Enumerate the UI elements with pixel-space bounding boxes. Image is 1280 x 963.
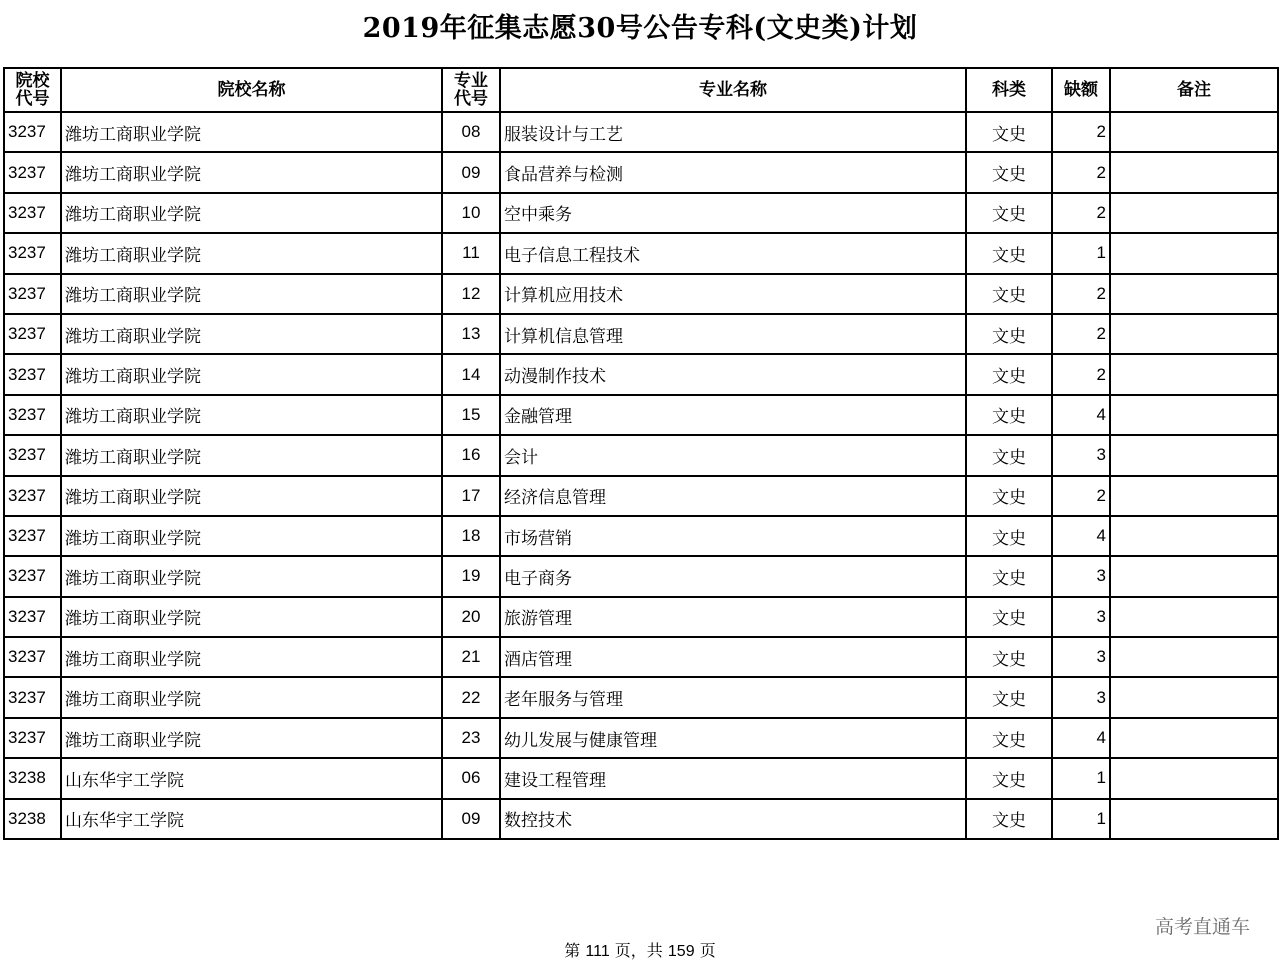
cell-school-code: 3237 [4,718,61,758]
cell-major-code: 09 [442,152,500,192]
cell-quota: 3 [1052,435,1110,475]
footer-middle: 页，共 [609,941,668,960]
cell-school-name: 潍坊工商职业学院 [61,233,442,273]
cell-category: 文史 [966,637,1052,677]
cell-school-name: 潍坊工商职业学院 [61,152,442,192]
cell-school-code: 3237 [4,274,61,314]
cell-quota: 3 [1052,677,1110,717]
plan-table [3,67,1279,840]
page-title: 2019年征集志愿30号公告专科(文史类)计划 [362,13,918,44]
cell-category: 文史 [966,758,1052,798]
header-category: 科类 [966,68,1052,112]
cell-note [1110,597,1278,637]
cell-quota: 2 [1052,354,1110,394]
cell-note [1110,556,1278,596]
cell-school-name: 潍坊工商职业学院 [61,516,442,556]
header-note: 备注 [1110,68,1278,112]
cell-school-name: 潍坊工商职业学院 [61,314,442,354]
cell-major-code: 11 [442,233,500,273]
cell-major-name: 电子信息工程技术 [500,233,966,273]
cell-school-code: 3237 [4,435,61,475]
cell-category: 文史 [966,314,1052,354]
cell-note [1110,233,1278,273]
cell-quota: 3 [1052,556,1110,596]
cell-school-code: 3237 [4,314,61,354]
cell-school-code: 3237 [4,395,61,435]
cell-note [1110,314,1278,354]
cell-quota: 4 [1052,718,1110,758]
table-row [4,354,1278,394]
cell-major-code: 20 [442,597,500,637]
cell-major-name: 动漫制作技术 [500,354,966,394]
cell-quota: 1 [1052,233,1110,273]
cell-school-name: 潍坊工商职业学院 [61,718,442,758]
cell-major-name: 市场营销 [500,516,966,556]
cell-major-code: 14 [442,354,500,394]
cell-school-name: 潍坊工商职业学院 [61,112,442,152]
header-school-code-label: 院校代号 [15,71,50,109]
cell-note [1110,758,1278,798]
table-row [4,799,1278,839]
cell-note [1110,718,1278,758]
cell-major-code: 10 [442,193,500,233]
cell-category: 文史 [966,112,1052,152]
cell-major-code: 06 [442,758,500,798]
cell-school-code: 3237 [4,597,61,637]
cell-major-code: 23 [442,718,500,758]
cell-school-code: 3238 [4,758,61,798]
cell-major-name: 建设工程管理 [500,758,966,798]
cell-major-name: 空中乘务 [500,193,966,233]
cell-major-name: 旅游管理 [500,597,966,637]
cell-quota: 4 [1052,395,1110,435]
cell-category: 文史 [966,274,1052,314]
cell-school-code: 3237 [4,354,61,394]
cell-quota: 2 [1052,152,1110,192]
cell-school-name: 潍坊工商职业学院 [61,274,442,314]
cell-category: 文史 [966,193,1052,233]
page-footer [0,938,1280,961]
header-school-name: 院校名称 [61,68,442,112]
cell-major-code: 15 [442,395,500,435]
table-row [4,314,1278,354]
cell-school-code: 3237 [4,476,61,516]
cell-note [1110,274,1278,314]
cell-note [1110,354,1278,394]
header-major-code-label: 专业代号 [454,71,488,109]
cell-note [1110,435,1278,475]
cell-school-code: 3237 [4,637,61,677]
cell-note [1110,677,1278,717]
table-header-row [4,68,1278,112]
cell-category: 文史 [966,152,1052,192]
header-quota: 缺额 [1052,68,1110,112]
cell-school-name: 潍坊工商职业学院 [61,193,442,233]
cell-major-name: 计算机信息管理 [500,314,966,354]
cell-school-name: 潍坊工商职业学院 [61,597,442,637]
cell-note [1110,193,1278,233]
cell-major-name: 酒店管理 [500,637,966,677]
table-row [4,556,1278,596]
footer-page-number: 111 [585,943,610,960]
cell-quota: 2 [1052,476,1110,516]
cell-school-code: 3237 [4,677,61,717]
cell-major-name: 服装设计与工艺 [500,112,966,152]
cell-school-code: 3237 [4,556,61,596]
footer-total-pages: 159 [667,943,695,960]
cell-category: 文史 [966,556,1052,596]
cell-note [1110,476,1278,516]
cell-school-name: 潍坊工商职业学院 [61,354,442,394]
cell-quota: 2 [1052,193,1110,233]
cell-quota: 3 [1052,597,1110,637]
cell-quota: 1 [1052,758,1110,798]
cell-major-code: 16 [442,435,500,475]
cell-note [1110,395,1278,435]
cell-category: 文史 [966,597,1052,637]
cell-school-name: 潍坊工商职业学院 [61,435,442,475]
cell-school-code: 3237 [4,193,61,233]
cell-quota: 4 [1052,516,1110,556]
cell-school-code: 3238 [4,799,61,839]
cell-note [1110,637,1278,677]
header-major-code [442,68,500,112]
table-row [4,758,1278,798]
cell-major-code: 12 [442,274,500,314]
cell-category: 文史 [966,435,1052,475]
cell-major-name: 幼儿发展与健康管理 [500,718,966,758]
table-row [4,112,1278,152]
header-major-name: 专业名称 [500,68,966,112]
cell-major-code: 19 [442,556,500,596]
footer-suffix: 页 [694,941,716,960]
table-row [4,274,1278,314]
table-row [4,516,1278,556]
cell-quota: 3 [1052,637,1110,677]
table-body [4,112,1278,839]
cell-major-name: 金融管理 [500,395,966,435]
cell-major-code: 09 [442,799,500,839]
cell-school-name: 潍坊工商职业学院 [61,677,442,717]
cell-major-code: 22 [442,677,500,717]
cell-school-name: 潍坊工商职业学院 [61,556,442,596]
cell-school-name: 山东华宇工学院 [61,758,442,798]
cell-major-code: 13 [442,314,500,354]
cell-school-name: 山东华宇工学院 [61,799,442,839]
cell-school-name: 潍坊工商职业学院 [61,395,442,435]
table-row [4,637,1278,677]
cell-school-code: 3237 [4,152,61,192]
footer-prefix: 第 [564,941,586,960]
cell-category: 文史 [966,476,1052,516]
cell-major-name: 计算机应用技术 [500,274,966,314]
cell-major-code: 18 [442,516,500,556]
table-row [4,677,1278,717]
cell-note [1110,516,1278,556]
cell-category: 文史 [966,799,1052,839]
cell-major-name: 会计 [500,435,966,475]
table-row [4,718,1278,758]
cell-school-code: 3237 [4,516,61,556]
cell-school-name: 潍坊工商职业学院 [61,637,442,677]
cell-quota: 1 [1052,799,1110,839]
table-row [4,152,1278,192]
table-row [4,435,1278,475]
table-row [4,193,1278,233]
cell-category: 文史 [966,354,1052,394]
cell-quota: 2 [1052,314,1110,354]
table-row [4,395,1278,435]
cell-major-name: 食品营养与检测 [500,152,966,192]
cell-note [1110,152,1278,192]
table-row [4,233,1278,273]
cell-school-name: 潍坊工商职业学院 [61,476,442,516]
cell-major-name: 数控技术 [500,799,966,839]
cell-major-name: 经济信息管理 [500,476,966,516]
cell-major-code: 21 [442,637,500,677]
cell-category: 文史 [966,395,1052,435]
table-row [4,476,1278,516]
cell-quota: 2 [1052,274,1110,314]
cell-note [1110,112,1278,152]
cell-major-code: 17 [442,476,500,516]
cell-school-code: 3237 [4,233,61,273]
cell-category: 文史 [966,516,1052,556]
cell-major-name: 电子商务 [500,556,966,596]
cell-quota: 2 [1052,112,1110,152]
cell-major-code: 08 [442,112,500,152]
cell-major-name: 老年服务与管理 [500,677,966,717]
table-row [4,597,1278,637]
cell-note [1110,799,1278,839]
watermark-text: 高考直通车 [1154,916,1250,938]
header-school-code [4,68,61,112]
cell-category: 文史 [966,718,1052,758]
cell-category: 文史 [966,677,1052,717]
cell-school-code: 3237 [4,112,61,152]
cell-category: 文史 [966,233,1052,273]
